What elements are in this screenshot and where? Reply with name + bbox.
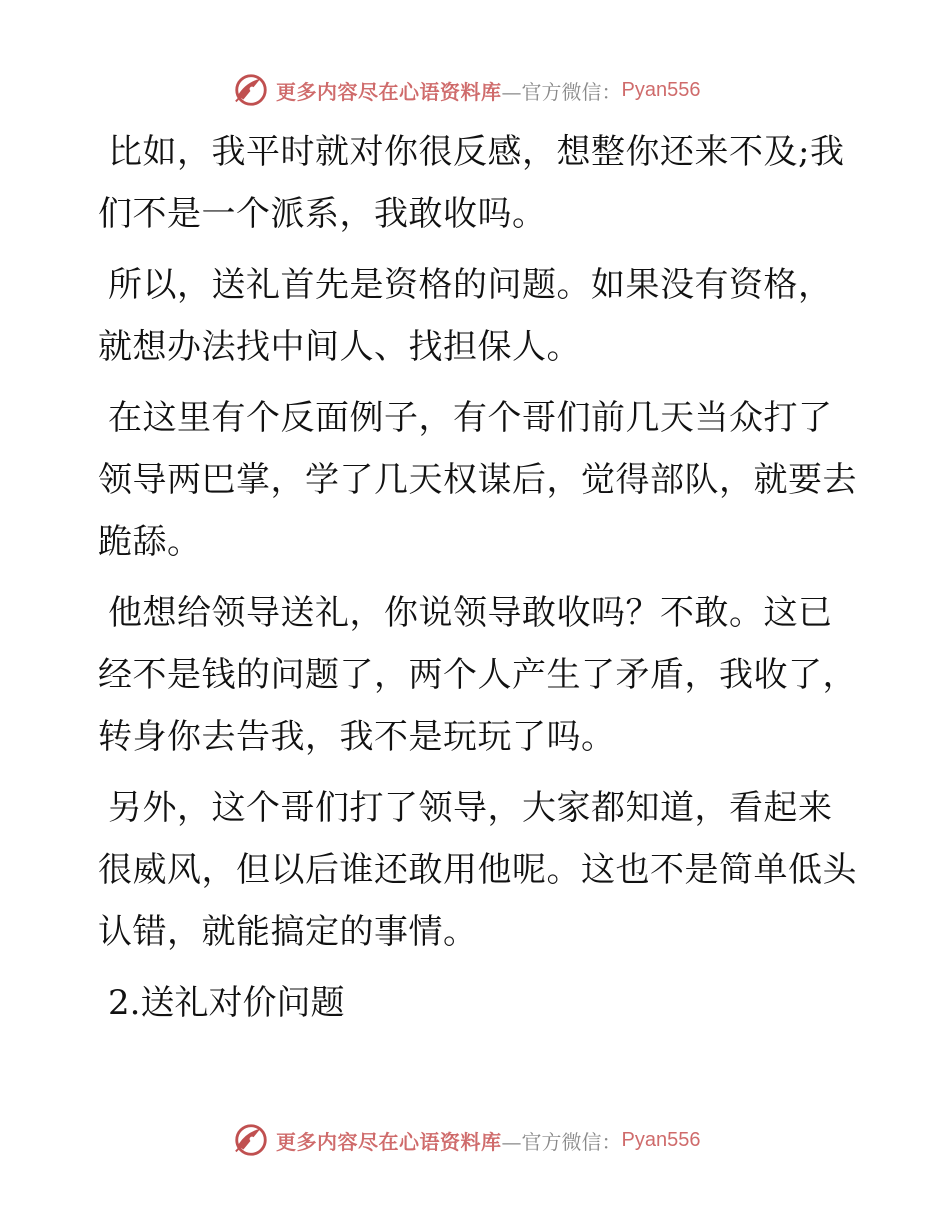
- footer-banner: [232, 1120, 700, 1160]
- pen-nib-seal-icon: [232, 1121, 270, 1159]
- library-text: 更多内容尽在心语资料库: [276, 79, 502, 104]
- paragraph-4: 他想给领导送礼，你说领导敢收吗？不敢。这已经不是钱的问题了，两个人产生了矛盾，我收了，转身你去告我，我不是玩玩了吗。: [98, 593, 857, 757]
- paragraph-1: 比如，我平时就对你很反感，想整你还来不及;我们不是一个派系，我敢收吗。: [98, 132, 845, 234]
- wechat-label: —官方微信：: [501, 1129, 622, 1154]
- pen-nib-seal-icon: [232, 71, 270, 109]
- wechat-label: —官方微信：: [501, 79, 622, 104]
- wechat-id: Pyan556: [621, 78, 701, 101]
- paragraph-2: 所以，送礼首先是资格的问题。如果没有资格，就想办法找中间人、找担保人。: [98, 265, 833, 367]
- paragraph-5: 另外，这个哥们打了领导，大家都知道，看起来很威风，但以后谁还敢用他呢。这也不是简单低头认错，就能搞定的事情。: [98, 788, 857, 952]
- section-heading: 2.送礼对价问题: [108, 983, 345, 1023]
- paragraph-3: 在这里有个反面例子，有个哥们前几天当众打了领导两巴掌，学了几天权谋后，觉得部队，就要去跪舔。: [98, 398, 857, 562]
- document-body: [98, 121, 858, 1034]
- library-text: 更多内容尽在心语资料库: [276, 1129, 502, 1154]
- wechat-id: Pyan556: [621, 1128, 701, 1151]
- header-banner: [232, 70, 700, 110]
